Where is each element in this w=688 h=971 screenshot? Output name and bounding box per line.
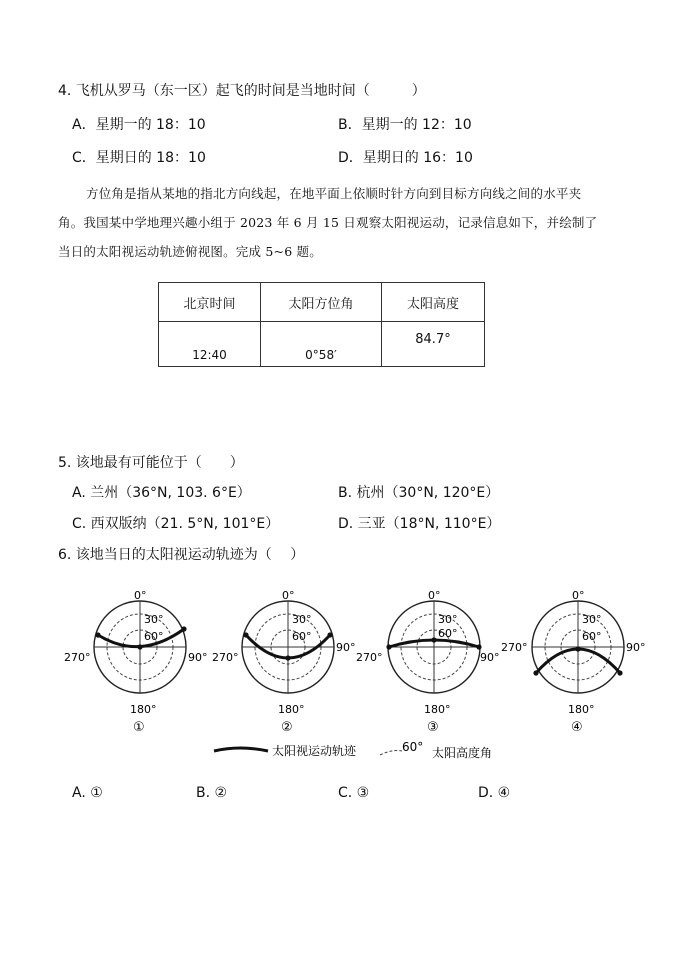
sunrise-point [386, 644, 391, 649]
label-0-deg: 0° [428, 589, 441, 602]
noon-point [285, 655, 290, 660]
q5-stem: 5. 该地最有可能位于（ ） [58, 455, 244, 471]
label-60-deg: 60° [292, 630, 312, 643]
label-180-deg: 180° [424, 703, 451, 716]
sun-path-track [98, 629, 184, 647]
legend-track-line [214, 748, 268, 751]
table-cell [382, 322, 485, 367]
table-header-cell: 太阳高度 [382, 283, 485, 322]
intro-line-1: 方位角是指从某地的指北方向线起，在地平面上依顺时针方向到目标方向线之间的水平夹 [86, 186, 582, 201]
noon-point [137, 644, 142, 649]
legend-altitude-line [380, 751, 402, 756]
diagram-legend [214, 740, 492, 760]
label-30-deg: 30° [292, 613, 312, 626]
q6-option-d[interactable]: D. ④ [478, 785, 511, 801]
label-90-deg: 90° [188, 651, 208, 664]
q5-option-c[interactable]: C. 西双版纳（21. 5°N, 101°E） [72, 516, 280, 532]
q6-option-b[interactable]: B. ② [196, 785, 228, 801]
q4-stem: 4. 飞机从罗马（东一区）起飞的时间是当地时间（ ） [58, 83, 426, 99]
legend-altitude-value: 60° [402, 740, 424, 754]
figure-number-2: ② [281, 720, 293, 735]
label-60-deg: 60° [582, 630, 602, 643]
label-60-deg: 60° [144, 630, 164, 643]
figure-number-1: ① [133, 720, 145, 735]
q4-option-d[interactable]: D．星期日的 16：10 [338, 150, 473, 166]
label-30-deg: 30° [582, 613, 602, 626]
label-30-deg: 30° [144, 613, 164, 626]
sun-path-figure-2 [212, 589, 356, 735]
table-cell [159, 322, 261, 367]
label-270-deg: 270° [212, 651, 239, 664]
label-270-deg: 270° [501, 641, 528, 654]
q4-option-b[interactable]: B．星期一的 12：10 [338, 117, 472, 133]
legend-track-label: 太阳视运动轨迹 [272, 744, 357, 758]
sunrise-point [243, 632, 248, 637]
sun-path-figure-4 [501, 589, 646, 735]
altitude-value: 84.7° [415, 331, 451, 347]
label-0-deg: 0° [572, 589, 585, 602]
label-30-deg: 30° [438, 613, 458, 626]
sun-path-diagram [58, 585, 658, 770]
noon-point [431, 637, 436, 642]
table-row [159, 322, 485, 367]
label-180-deg: 180° [568, 703, 595, 716]
label-180-deg: 180° [130, 703, 157, 716]
table-header-cell: 太阳方位角 [261, 283, 382, 322]
label-270-deg: 270° [64, 651, 91, 664]
q6-option-a[interactable]: A. ① [72, 785, 103, 801]
sun-path-figure-1 [64, 589, 208, 735]
table-header-cell: 北京时间 [159, 283, 261, 322]
label-0-deg: 0° [282, 589, 295, 602]
sunset-point [617, 670, 622, 675]
q5-option-d[interactable]: D. 三亚（18°N, 110°E） [338, 516, 501, 532]
label-90-deg: 90° [480, 651, 500, 664]
q6-option-c[interactable]: C. ③ [338, 785, 370, 801]
table-cell [261, 322, 382, 367]
sunset-point [181, 626, 186, 631]
figure-number-3: ③ [427, 720, 439, 735]
label-0-deg: 0° [134, 589, 147, 602]
table-header-row [159, 283, 485, 322]
label-60-deg: 60° [438, 627, 458, 640]
figure-number-4: ④ [571, 720, 583, 735]
sun-path-figure-3 [356, 589, 500, 735]
label-90-deg: 90° [626, 641, 646, 654]
q4-option-c[interactable]: C．星期日的 18：10 [72, 150, 206, 166]
q4-option-a[interactable]: A．星期一的 18：10 [72, 117, 206, 133]
sunrise-point [95, 632, 100, 637]
q5-option-a[interactable]: A. 兰州（36°N, 103. 6°E） [72, 485, 251, 501]
q5-option-b[interactable]: B. 杭州（30°N, 120°E） [338, 485, 500, 501]
sunset-point [327, 632, 332, 637]
sunrise-point [533, 670, 538, 675]
observation-table [158, 282, 485, 367]
legend-altitude-label: 太阳高度角 [432, 746, 493, 760]
label-90-deg: 90° [336, 641, 356, 654]
azimuth-value: 0°58′ [305, 348, 337, 362]
beijing-time-value: 12:40 [192, 348, 227, 362]
intro-line-3: 当日的太阳视运动轨迹俯视图。完成 5~6 题。 [58, 244, 322, 259]
label-180-deg: 180° [278, 703, 305, 716]
q6-stem: 6. 该地当日的太阳视运动轨迹为（ ） [58, 547, 305, 563]
label-270-deg: 270° [356, 651, 383, 664]
sunset-point [476, 644, 481, 649]
intro-line-2: 角。我国某中学地理兴趣小组于 2023 年 6 月 15 日观察太阳视运动，记录信息如下，并绘制了 [58, 215, 598, 230]
noon-point [575, 646, 580, 651]
